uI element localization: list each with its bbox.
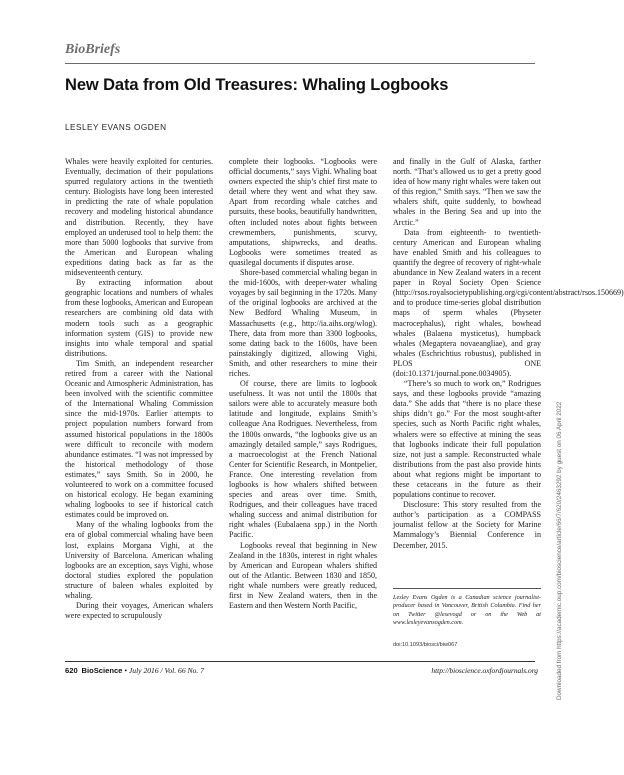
paragraph: Data from eighteenth- to twentieth-century American and European whaling have enabled Smith and his colleagues to quantify the degree of recovery of right-whale abundance in New Zealand waters in a recent paper in Royal Society Open Science (http://rsos.royalsocietypublishing.org/cgi/content/abstract/rsos.150669) and to produce time-series global distribution maps of sperm whales (Physeter macrocephalus), right whales, bowhead whales (Balaena mysticetus), humpback whales (Megaptera novaeangliae), and gray whales (Eschrichtius robustus), published in PLOS ONE (doi:10.1371/journal.pone.0034905). (393, 227, 624, 378)
text-column-1 (65, 157, 213, 621)
section-label: BioBriefs (65, 42, 121, 57)
paragraph: Many of the whaling logbooks from the era of global commercial whaling have been lost, explains Morgana Vighi, at the University of Barcelona. American whaling logbooks are an exception, says Vighi, whose doctoral studies explored the population structure of baleen whales exploited by whaling. (65, 520, 213, 601)
footer-citation: 620 BioScience • July 2016 / Vol. 66 No. 7 (65, 666, 204, 675)
doi: doi:10.1093/biosci/biw067 (393, 642, 458, 648)
paragraph: During their voyages, American whalers were expected to scrupulously (65, 601, 213, 621)
issue-info: July 2016 / Vol. 66 No. 7 (128, 666, 204, 675)
download-note-text: Downloaded from https://academic.oup.com/bioscience/article/66/7/620/2463292 by guest on 06 April 2022 (556, 401, 563, 700)
page-number: 620 (65, 666, 78, 675)
text-column-2 (229, 157, 377, 611)
article-title: New Data from Old Treasures: Whaling Logbooks (65, 76, 449, 94)
paragraph: “There’s so much to work on,” Rodrigues says, and these logbooks provide “amazing data.” She adds that “there is no place these ships didn’t go.” For the most sought-after species, such as North Pacific right whales, whalers were so effective at mining the seas that logbooks indicate their full population size, not just a sample. Reconstructed whale distributions from the past also provide hints about what regions might be important to these cetaceans in the future as their populations continue to recover. (393, 379, 541, 500)
paragraph: Tim Smith, an independent researcher retired from a career with the National Oceanic and Atmospheric Administration, has been involved with the scientific committee of the International Whaling Commission since the mid-1970s. Earlier attempts to project population numbers forward from assumed historical populations in the 1800s were difficult to reconcile with modern abundance estimates. “I was not impressed by the historical methodology of those estimates,” says Smith. So in 2000, he volunteered to work on a committee focused on historical ecology. He began examining whaling logbooks to see if historical catch estimates could be improved on. (65, 358, 213, 520)
paragraph: By extracting information about geographic locations and numbers of whales from these logbooks, American and European researchers are combining old data with modern tools such as a geographic information system (GIS) to provide new insights into whale temporal and spatial distributions. (65, 278, 213, 358)
bio-rule (393, 588, 541, 589)
paragraph: and finally in the Gulf of Alaska, farther north. “That’s allowed us to get a pretty good idea of how many right whales were taken out of this region,” Smith says. “Then we saw the whalers shift, quite suddenly, to bowhead whales in the Bering Sea and up into the Arctic.” (393, 157, 541, 227)
author-bio: Lesley Evans Ogden is a Canadian science journalist-producer based in Vancouver, British Columbia. Find her on Twitter @lesevogd or on the Web at www.lesleyevansogden.com. (393, 594, 541, 626)
paragraph: Logbooks reveal that beginning in New Zealand in the 1830s, interest in right whales by American and European whalers shifted out of the Atlantic. Between 1830 and 1850, right whale numbers were greatly reduced, first in New Zealand waters, then in the Eastern and then Western North Pacific, (229, 540, 377, 611)
disclosure-paragraph: Disclosure: This story resulted from the author’s participation as a COMPASS journalist fellow at the Society for Marine Mammalogy’s Biennial Conference in December, 2015. (393, 500, 541, 550)
paragraph: Whales were heavily exploited for centuries. Eventually, decimation of their populations spurred regulatory actions in the twentieth century. Biologists have long been interested in predicting the rate of whale population recovery and modeling historical abundance and distribution. Recently, they have employed an underused tool to help them: the more than 5000 logbooks that survive from the American and European whaling expeditions dating back as far as the midseventeenth century. (65, 157, 213, 278)
paragraph: Of course, there are limits to logbook usefulness. It was not until the 1800s that sailors were able to accurately measure both latitude and longitude, explains Smith’s colleague Ana Rodrigues. Nevertheless, from the 1800s onwards, “the logbooks give us an amazingly detailed sample,” says Rodrigues, a macroecologist at the French National Center for Scientific Research, in Montpelier, France. One interesting revelation from logbooks is how whalers shifted between species and areas over time. Smith, Rodrigues, and their colleagues have traced whaling success and animal distribution for right whales (Eubalaena spp.) in the North Pacific. (229, 379, 377, 540)
journal-name: BioScience (81, 666, 123, 675)
paragraph: Shore-based commercial whaling began in the mid-1600s, with deeper-water whaling voyages by sail beginning in the 1720s. Many of the original logbooks are archived at the New Bedford Whaling Museum, in Massachusetts (e.g., http://ia.aihs.org/wlog). There, data from more than 3300 logbooks, some dating back to the 1600s, have been painstakingly digitized, allowing Vighi, Smith, and other researchers to mine their riches. (229, 268, 377, 378)
journal-url[interactable]: http://bioscience.oxfordjournals.org (431, 666, 538, 675)
paragraph: complete their logbooks. “Logbooks were official documents,” says Vighi. Whaling boat owners expected the ship’s chief first mate to detail where they went and what they saw. Apart from recording whale catches and pursuits, these books, beautifully handwritten, often included notes about fights between crewmembers, punishments, scurvy, amputations, shipwrecks, and deaths. Logbooks were sometimes treated as quasilegal documents if disputes arose. (229, 157, 377, 267)
author-byline: LESLEY EVANS OGDEN (65, 123, 167, 132)
header-rule (65, 63, 535, 64)
footer-rule (65, 661, 535, 662)
